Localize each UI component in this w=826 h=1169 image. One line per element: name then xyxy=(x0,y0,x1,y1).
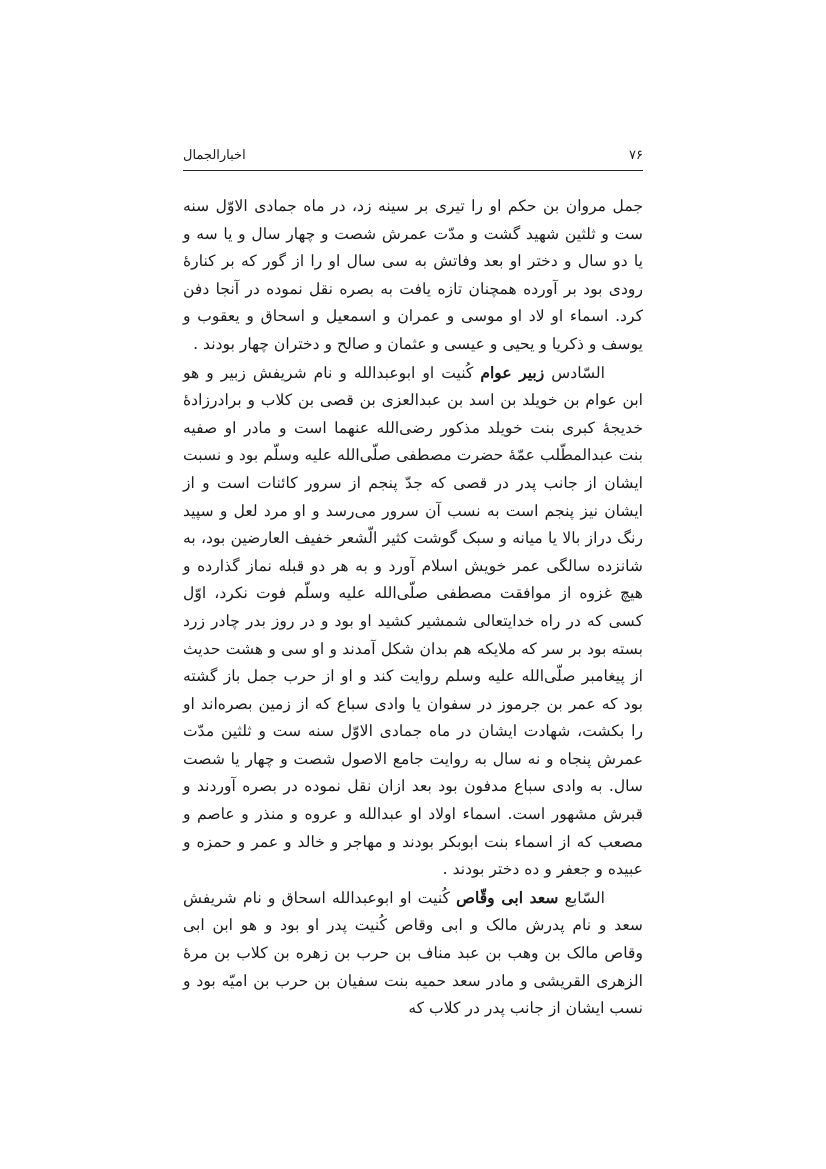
paragraph-text: کُنیت او ابوعبدالله اسحاق و نام شریفش سعد و نام پدرش مالک و ابی وقاص کُنیت پدر او بود و هو ابن ابی وقاص مالک بن وهب بن عبد مناف بن حرب بن زهره بن کلاب بن مرهٔ الزهری القریشی و مادر سعد حمیه بنت سفیان بن حرب بن امیّه بود و نسب ایشان از جانب پدر در کلاب که xyxy=(183,888,643,1018)
paragraph-text: کُنیت او ابوعبدالله و نام شریفش زبیر و هو ابن عوام بن خویلد بن اسد بن عبدالعزی بن قصی بن کلاب و برادرزادهٔ خدیجهٔ کبری بنت خویلد مذکور رضی‌الله عنهما است و مادر او صفیه بنت عبدالمطّلب عمّهٔ حضرت مصطفی صلّی‌الله علیه وسلّم بود و نسبت ایشان از جانب پدر در قصی که جدّ پنجم از سرور کائنات است و از ایشان نیز پنجم است به نسب آن سرور می‌رسد و او مرد لعل و سپید رنگ دراز بالا یا میانه و سبک گوشت کثیر الّشعر خفیف العارضین بود، به شانزده سالگی عمر خویش اسلام آورد و به هر دو قبله نماز گذارده و هیچ غزوه از موافقت مصطفی صلّی‌الله علیه وسلّم فوت نکرد، اوّل کسی که در راه خدایتعالی شمشیر کشید او بود و در روز بدر چادر زرد بسته بود بر سر که ملایکه هم بدان شکل آمدند و او سی و هشت حدیث از پیغامبر صلّی‌الله علیه وسلم روایت کند و او از حرب جمل باز گشته بود که عمر بن جرموز در سفوان یا وادی سباع که از زمین بصره‌اند او را بکشت، شهادت ایشان در ماه جمادی الاوّل سنه ست و ثلثین مدّت عمرش پنجاه و نه سال به روایت جامع الاصول شصت و چهار یا شصت سال. به وادی سباع مدفون بود بعد ازان نقل نموده در بصره آوردند و قبرش مشهور است. اسماء اولاد او عبدالله و عروه و منذر و عاصم و مصعب که از اسماء بنت ابوبکر بودند و مهاجر و خالد و عمر و حمزه و عبیده و جعفر و ده دختر بودند . xyxy=(183,363,643,879)
paragraph-continuation xyxy=(183,193,643,359)
ordinal-label: السّابع xyxy=(558,888,606,907)
paragraph-text: جمل مروان بن حکم او را تیری بر سینه زد، در ماه جمادی الاوّل سنه ست و ثلثین شهید گشت و مدّت عمرش شصت و چهار سال و یا سه و یا دو سال و دختر او بعد وفاتش به سی سال او را از گور که بر کنارهٔ رودی بود بر آورده همچنان تازه یافت به بصره نقل نموده در آنجا دفن کرد. اسماء او لاد او موسی و عمران و اسمعیل و اسحاق و یعقوب و یوسف و ذکریا و یحیی و عیسی و عثمان و صالح و دختران چهار بودند . xyxy=(183,197,643,353)
paragraph-saad xyxy=(183,884,643,1023)
ordinal-label: السّادس xyxy=(544,363,605,382)
name-heading: سعد ابی وقّاص xyxy=(456,887,559,907)
running-title: اخبارالجمال xyxy=(183,148,246,163)
paragraph-zubair xyxy=(183,359,643,884)
text-body xyxy=(183,193,643,1023)
page-number: ۷۶ xyxy=(629,148,643,163)
name-heading: زبیر عوام xyxy=(480,362,545,382)
page-header xyxy=(183,148,643,171)
